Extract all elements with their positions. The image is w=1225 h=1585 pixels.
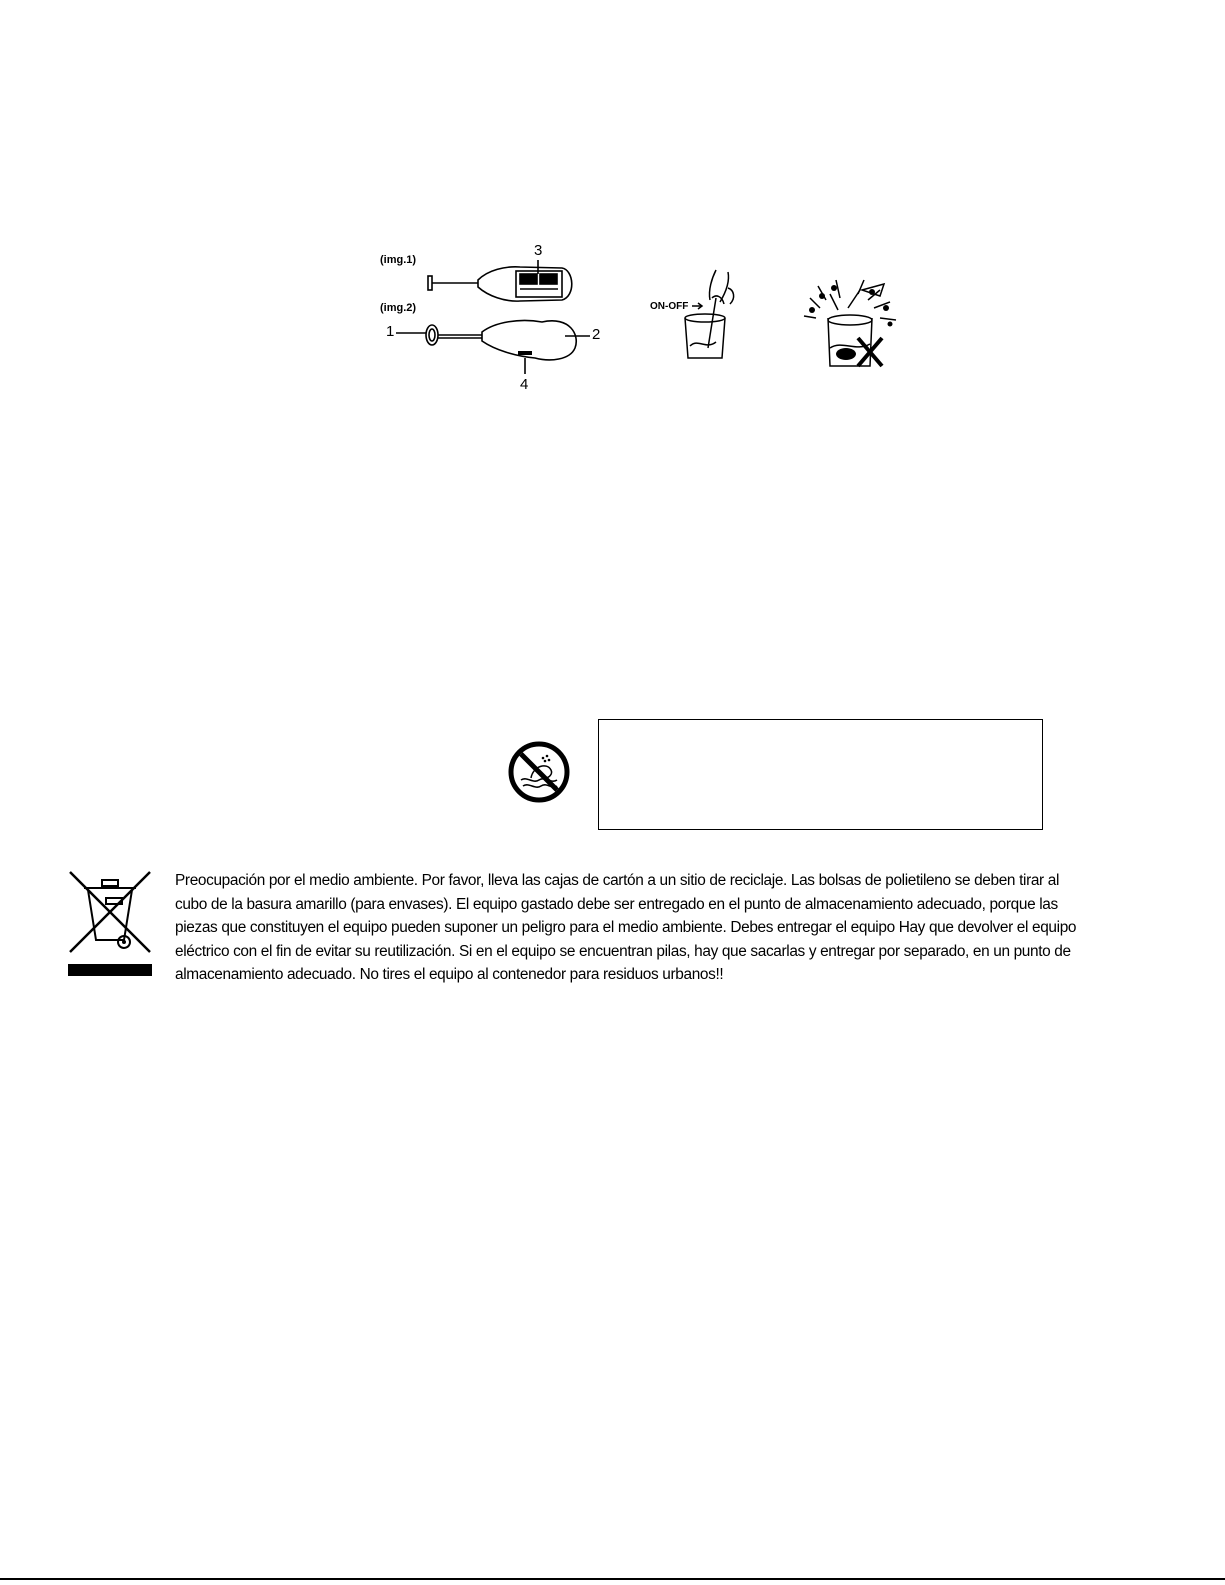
weee-bin-icon xyxy=(66,868,154,976)
img1-label: (img.1) xyxy=(380,254,417,266)
no-immersion-icon xyxy=(507,740,571,804)
part-3-label: 3 xyxy=(534,242,543,259)
part-2-label: 2 xyxy=(592,326,601,343)
on-off-label: ON-OFF xyxy=(650,301,689,312)
bottom-rule xyxy=(0,1578,1225,1580)
img2-label: (img.2) xyxy=(380,302,417,314)
warning-text-box xyxy=(598,719,1043,830)
no-splash-illustration xyxy=(800,278,900,373)
crossed-out-bin-icon xyxy=(66,868,154,976)
product-diagram xyxy=(370,240,620,395)
cup-with-frother-icon xyxy=(650,268,750,368)
no-water-immersion-icon xyxy=(507,740,571,804)
usage-illustration xyxy=(650,268,750,368)
frother-drawing xyxy=(370,240,620,395)
part-4-label: 4 xyxy=(520,376,529,393)
part-1-label: 1 xyxy=(386,323,395,340)
splash-warning-icon xyxy=(800,278,900,373)
environment-notice: Preocupación por el medio ambiente. Por favor, lleva las cajas de cartón a un sitio de reciclaje. Las bolsas de polietileno se deben tirar al cubo de la basura amarillo (para envases). El equipo gastado debe ser entregado en el punto de almacenamiento adecuado, porque las piezas que constituyen el equipo pueden suponer un peligro para el medio ambiente. Debes entregar el equipo Hay que devolver el equipo eléctrico con el fin de evitar su reutilización. Si en el equipo se encuentran pilas, hay que sacarlas y entregar por separado, en un punto de almacenamiento adecuado. No tires el equipo al contenedor para residuos urbanos!! xyxy=(175,872,1077,983)
